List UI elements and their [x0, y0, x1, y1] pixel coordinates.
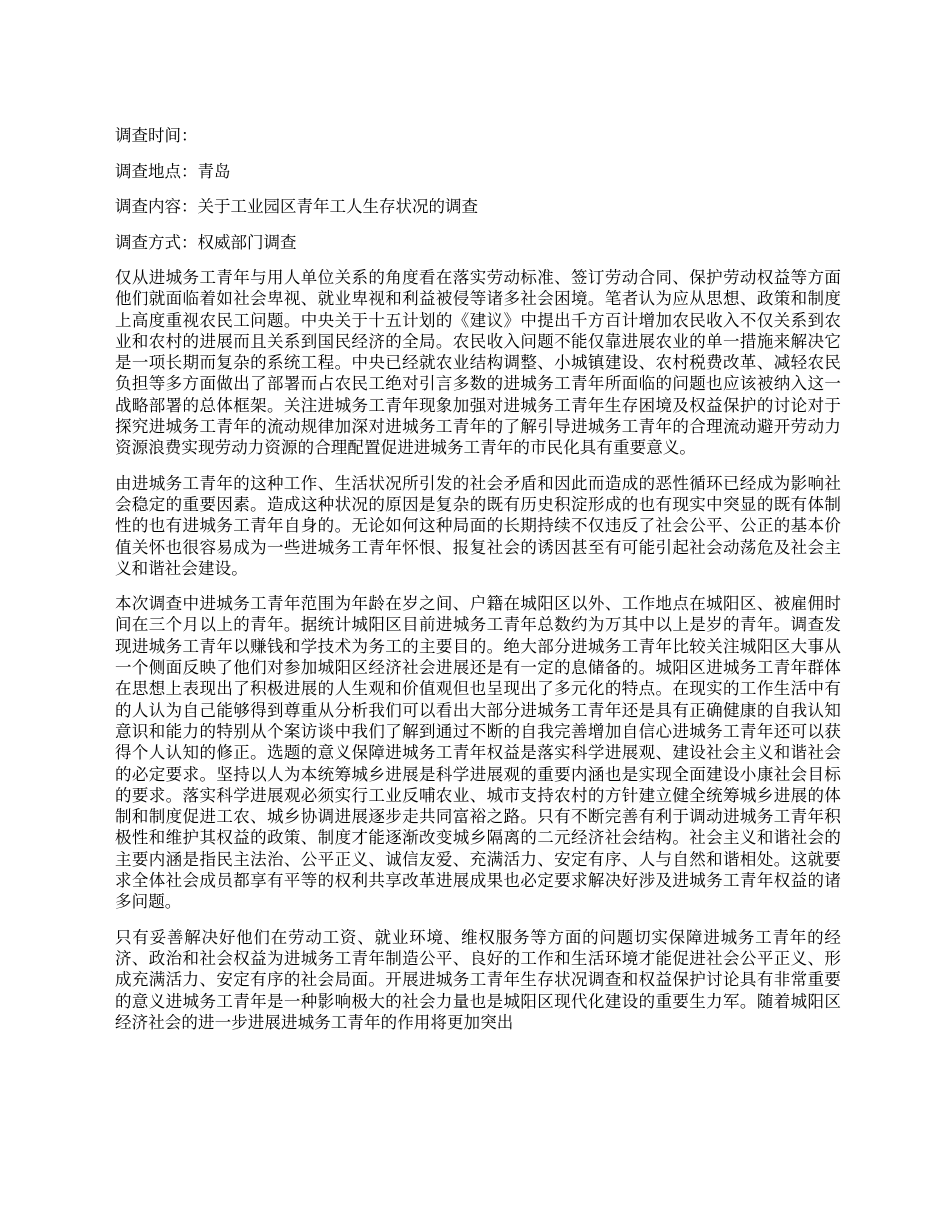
survey-place: 调查地点：青岛 [115, 161, 231, 181]
survey-content: 调查内容：关于工业园区青年工人生存状况的调查 [115, 197, 478, 216]
document-page [115, 125, 841, 1047]
paragraph-2: 由进城务工青年的这种工作、生活状况所引发的社会矛盾和因此而造成的恶性循环已经成为影响社会稳定的重要因素。造成这种状况的原因是复杂的既有历史积淀形成的也有现实中突显的既有体制性的也有进城务工青年自身的。无论如何这种局面的长期持续不仅违反了社会公平、公正的基本价值关怀也很容易成为一些进城务工青年怀恨、报复社会的诱因甚至有可能引起社会动荡危及社会主义和谐社会建设。 [115, 473, 841, 578]
paragraph-3: 本次调查中进城务工青年范围为年龄在岁之间、户籍在城阳区以外、工作地点在城阳区、被雇佣时间在三个月以上的青年。据统计城阳区目前进城务工青年总数约为万其中以上是岁的青年。调查发现进城务工青年以赚钱和学技术为务工的主要目的。绝大部分进城务工青年比较关注城阳区大事从一个侧面反映了他们对参加城阳区经济社会进展还是有一定的息储备的。城阳区进城务工青年群体在思想上表现出了积极进展的人生观和价值观但也呈现出了多元化的特点。在现实的工作生活中有的人认为自己能够得到尊重从分析我们可以看出大部分进城务工青年还是具有正确健康的自我认知意识和能力的特别从个案访谈中我们了解到通过不断的自我完善增加自信心进城务工青年还可以获得个人认知的修正。选题的意义保障进城务工青年权益是落实科学进展观、建设社会主义和谐社会的必定要求。坚持以人为本统筹城乡进展是科学进展观的重要内涵也是实现全面建设小康社会目标的要求。落实科学进展观必须实行工业反哺农业、城市支持农村的方针建立健全统筹城乡进展的体制和制度促进工农、城乡协调进展逐步走共同富裕之路。只有不断完善有利于调动进城务工青年积极性和维护其权益的政策、制度才能逐渐改变城乡隔离的二元经济社会结构。社会主义和谐社会的主要内涵是指民主法治、公平正义、诚信友爱、充满活力、安定有序、人与自然和谐相处。这就要求全体社会成员都享有平等的权利共享改革进展成果也必定要求解决好涉及进城务工青年权益的诸多问题。 [115, 594, 841, 912]
paragraph-1: 仅从进城务工青年与用人单位关系的角度看在落实劳动标准、签订劳动合同、保护劳动权益等方面他们就面临着如社会卑视、就业卑视和利益被侵等诸多社会困境。笔者认为应从思想、政策和制度上高度重视农民工问题。中央关于十五计划的《建议》中提出千方百计增加农民收入不仅关系到农业和农村的进展而且关系到国民经济的全局。农民收入问题不能仅靠进展农业的单一措施来解决它是一项长期而复杂的系统工程。中央已经就农业结构调整、小城镇建设、农村税费改革、减轻农民负担等多方面做出了部署而占农民工绝对引言多数的进城务工青年所面临的问题也应该被纳入这一战略部署的总体框架。关注进城务工青年现象加强对进城务工青年生存困境及权益保护的讨论对于探究进城务工青年的流动规律加深对进城务工青年的了解引导进城务工青年的合理流动避开劳动力资源浪费实现劳动力资源的合理配置促进进城务工青年的市民化具有重要意义。 [115, 268, 841, 458]
survey-time: 调查时间： [115, 126, 198, 145]
survey-method: 调查方式：权威部门调查 [115, 232, 297, 252]
paragraph-4: 只有妥善解决好他们在劳动工资、就业环境、维权服务等方面的问题切实保障进城务工青年的经济、政治和社会权益为进城务工青年制造公平、良好的工作和生活环境才能促进社会公平正义、形成充满活力、安定有序的社会局面。开展进城务工青年生存状况调查和权益保护讨论具有非常重要的意义进城务工青年是一种影响极大的社会力量也是城阳区现代化建设的重要生力军。随着城阳区经济社会的进一步进展进城务工青年的作用将更加突出 [115, 927, 841, 1032]
